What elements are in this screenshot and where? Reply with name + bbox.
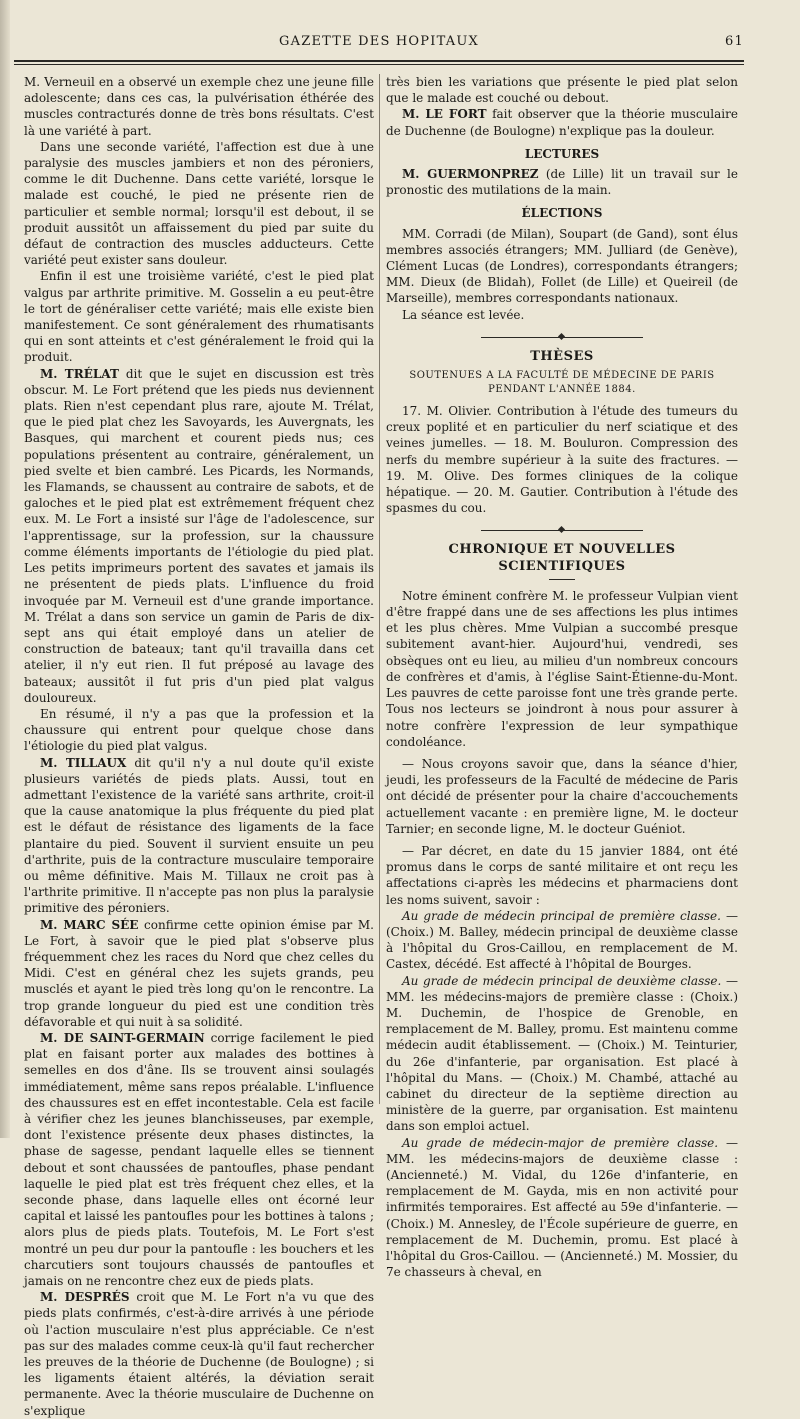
paragraph: Dans une seconde variété, l'affection est due à une paralysie des muscles jambiers et non des péroniers, comme le dit Duchenne. Dans cette variété, lorsque le malade est couché, le pied ne présente rien de particulier et semble normal; lorsqu'il est debout, il se produit aussitôt un affaissement du pied par suite du défaut de contraction des muscles adducteurs. Cette variété peut exister sans douleur. [24, 139, 374, 268]
heading-underline [549, 579, 575, 580]
paragraph: très bien les variations que présente le pied plat selon que le malade est couché ou debout. [386, 75, 738, 106]
paragraph-saint-germain [24, 1030, 374, 1289]
paragraph-tillaux [24, 755, 374, 917]
paragraph: Enfin il est une troisième variété, c'est le pied plat valgus par arthrite primitive. M. Gosselin a eu peut-être le tort de généraliser cette variété; mais elle existe bien manifestement. Ce sont généralement des rhumatisants qui en sont atteints et c'est généralement le froid qui la produit. [24, 269, 374, 365]
paragraph-text: (de Lille) lit un travail sur le pronostic des mutilations de la main. [386, 167, 738, 198]
section-heading-elections: ÉLECTIONS [521, 206, 603, 221]
left-column [24, 74, 374, 1419]
paragraph-lefort [386, 106, 738, 138]
speaker-name: M. DE SAINT-GERMAIN [40, 1030, 205, 1045]
speaker-name: M. TILLAUX [40, 755, 127, 770]
paragraph-text: croit que M. Le Fort n'a vu que des pieds plats confirmés, c'est-à-dire arrivés à une période où l'action musculaire n'est plus appréciable. Ce n'est pas sur des malades comme ceux-là qu'il faut rechercher les preuves de la théorie de Duchenne (de Boulogne) ; si les ligaments étaient altérés, la déviation serait permanente. Avec la théorie musculaire de Duchenne on s'explique [24, 1290, 374, 1418]
theses-subtitle-line: SOUTENUES A LA FACULTÉ DE MÉDECINE DE PARIS [409, 370, 715, 382]
section-heading-lectures: LECTURES [524, 146, 600, 161]
paragraph: — Nous croyons savoir que, dans la séance d'hier, jeudi, les professeurs de la Faculté de médecine de Paris ont décidé de présenter pour la chaire d'accouchements actuellement vacante : en première ligne, M. le docteur Tarnier; en seconde ligne, M. le docteur Guéniot. [386, 756, 738, 836]
paragraph-text: corrige facilement le pied plat en faisant porter aux malades des bottines à semelles en dos d'âne. Ils se trouvent ainsi soulagés immédiatement, même sans repos préalable. L'influence des chaussures est en effet incontestable. Cela est facile à vérifier chez les jeunes blanchisseuses, par exemple, dont l'existence présente deux phases distinctes, la phase de sagesse, pendant laquelle elles se tiennent debout et sont chaussées de pantoufles, phase pendant laquelle le pied plat est très fréquent chez elles, et la seconde phase, dans laquelle elles ont écorné leur capital et laissé les pantoufles pour les bottines à talons ; alors plus de pieds plats. Toutefois, M. Le Fort s'est montré un peu dur pour la pantoufle : les bouchers et les charcutiers sont toujours chaussés de pantoufles et jamais on ne rencontre chez eux de pieds plats. [24, 1030, 374, 1289]
speaker-name: M. LE FORT [402, 107, 487, 122]
paragraph-text: confirme cette opinion émise par M. Le Fort, à savoir que le pied plat s'observe plus fréquemment chez les races du Nord que chez celles du Midi. C'est en général chez les sujets grands, peu musclés et ayant le pied très long qu'on le rencontre. La trop grande longueur du pied est une condition très défavorable et qui nuit à sa solidité. [24, 917, 374, 1029]
page-number: 61 [725, 34, 744, 49]
grade-heading: Au grade de médecin-major de première classe. [402, 1135, 719, 1150]
binding-edge [0, 0, 10, 1138]
paragraph [386, 1135, 738, 1281]
header-rule-thin [14, 64, 744, 65]
page-header [14, 34, 744, 54]
grade-heading: Au grade de médecin principal de première classe. [402, 908, 721, 923]
paragraph: En résumé, il n'y a pas que la profession et la chaussure qui entrent pour quelque chose dans l'étiologie du pied plat valgus. [24, 706, 374, 754]
right-column [386, 74, 738, 1280]
paragraph-text: fait observer que la théorie musculaire de Duchenne (de Boulogne) n'explique pas la douleur. [386, 107, 738, 138]
paragraph-text: — MM. les médecins-majors de première classe : (Choix.) M. Duchemin, de l'hospice de Grenoble, en remplacement de M. Balley, promu. Est maintenu comme médecin audit établissement. — (Choix.) M. Teinturier, du 26e d'infanterie, par organisation. Est placé à l'hôpital du Mans. — (Choix.) M. Chambé, attaché au cabinet du directeur de la septième direction au ministère de la guerre, par organisation. Est maintenu dans son emploi actuel. [386, 973, 738, 1134]
paragraph-elections: MM. Corradi (de Milan), Soupart (de Gand), sont élus membres associés étrangers; MM. Julliard (de Genève), Clément Lucas (de Londres), correspondants étrangers; MM. Dieux (de Blidah), Follet (de Lille) et Queireil (de Marseille), membres correspondants nationaux. [386, 226, 738, 306]
section-heading-chronique: CHRONIQUE ET NOUVELLES SCIENTIFIQUES [448, 542, 676, 574]
theses-subtitle-line: PENDANT L'ANNÉE 1884. [488, 384, 636, 396]
speaker-name: M. GUERMONPREZ [402, 167, 539, 182]
paragraph-text: — (Choix.) M. Balley, médecin principal de deuxième classe à l'hôpital du Gros-Caillou, en remplacement de M. Castex, décédé. Est affecté à l'hôpital de Bourges. [386, 908, 738, 972]
paragraph-despres [24, 1289, 374, 1419]
section-heading-theses: THÈSES [530, 348, 594, 364]
paragraph [386, 908, 738, 973]
header-rule [14, 60, 744, 62]
closing-line: La séance est levée. [402, 307, 525, 322]
paragraph: Notre éminent confrère M. le professeur Vulpian vient d'être frappé dans une de ses affections les plus intimes et les plus chères. Mme Vulpian a succombé presque subitement avant-hier. Aujourd'hui, vendredi, ses obsèques ont eu lieu, au milieu d'un nombreux concours de confrères et d'amis, à l'église Saint-Étienne-du-Mont. Les pauvres de cette paroisse font une très grande perte. Tous nos lecteurs se joindront à nous pour assurer à notre confrère l'expression de leur sympathique condoléance. [386, 588, 738, 749]
grade-heading: Au grade de médecin principal de deuxième classe. [402, 973, 722, 988]
column-divider [379, 74, 380, 1104]
paragraph-trelat [24, 366, 374, 706]
paragraph: — Par décret, en date du 15 janvier 1884, ont été promus dans le corps de santé militaire et ont reçu les affectations ci-après les médecins et pharmaciens dont les noms suivent, savoir : [386, 843, 738, 907]
speaker-name: M. TRÉLAT [40, 366, 119, 381]
paragraph-text: dit qu'il n'y a nul doute qu'il existe plusieurs variétés de pieds plats. Aussi, tout en admettant l'existence de la variété sans arthrite, croit-il que la cause anatomique la plus fréquente du pied plat est le défaut de résistance des ligaments de la face plantaire du pied. Souvent il survient ensuite un peu d'arthrite, puis de la contracture musculaire temporaire ou même définitive. Mais M. Tillaux ne croit pas à l'arthrite primitive. Il n'accepte pas non plus la paralysie primitive des péroniers. [24, 755, 374, 916]
paragraph [386, 973, 738, 1135]
paragraph-theses: 17. M. Olivier. Contribution à l'étude des tumeurs du creux poplité et en particulier du nerf sciatique et des veines jumelles. — 18. M. Bouluron. Compression des nerfs du membre supérieur à la suite des fractures. — 19. M. Olive. Des formes cliniques de la colique hépatique. — 20. M. Gautier. Contribution à l'étude des spasmes du cou. [386, 404, 738, 516]
journal-title: GAZETTE DES HOPITAUX [279, 34, 479, 49]
paragraph: M. Verneuil en a observé un exemple chez une jeune fille adolescente; dans ces cas, la pulvérisation éthérée des muscles contracturés donne de très bons résultats. C'est là une variété à part. [24, 75, 374, 138]
paragraph-marc-see [24, 917, 374, 1030]
paragraph-text: — MM. les médecins-majors de deuxième classe : (Ancienneté.) M. Vidal, du 126e d'infanterie, en remplacement de M. Gayda, mis en non activité pour infirmités temporaires. Est affecté au 59e d'infanterie. — (Choix.) M. Annesley, de l'École supérieure de guerre, en remplacement de M. Duchemin, promu. Est placé à l'hôpital du Gros-Caillou. — (Ancienneté.) M. Mossier, du 7e chasseurs à cheval, en [386, 1135, 738, 1280]
speaker-name: M. DESPRÉS [40, 1290, 130, 1305]
section-ornament [386, 333, 738, 341]
paragraph-text: dit que le sujet en discussion est très obscur. M. Le Fort prétend que les pieds nus deviennent plats. Rien n'est cependant plus rare, ajoute M. Trélat, que le pied plat chez les Savoyards, les Auvergnats, les Basques, qui marchent et courent pieds nus; ces populations présentent au contraire, généralement, un pied svelte et bien cambré. Les Picards, les Normands, les Flamands, se chaussent au contraire de sabots, et de galoches et le pied plat est extrêmement fréquent chez eux. M. Le Fort a insisté sur l'âge de l'adolescence, sur l'apprentissage, sur la profession, sur la chaussure comme éléments importants de l'étiologie du pied plat. Les petits imprimeurs portent des savates et jamais ils ne présentent de pieds plats. L'influence du froid invoquée par M. Verneuil est d'une grande importance. M. Trélat a dans son service un gamin de Paris de dix-sept ans qui était employé dans un atelier de construction de bateaux; tant qu'il travailla dans cet atelier, il n'y eut rien. Il fut préposé au lavage des bateaux; aussitôt il fut pris d'un pied plat valgus douloureux. [24, 366, 374, 705]
section-ornament [386, 526, 738, 534]
paragraph-lectures [386, 166, 738, 198]
theses-subtitle [386, 369, 738, 397]
speaker-name: M. MARC SÉE [40, 917, 139, 932]
